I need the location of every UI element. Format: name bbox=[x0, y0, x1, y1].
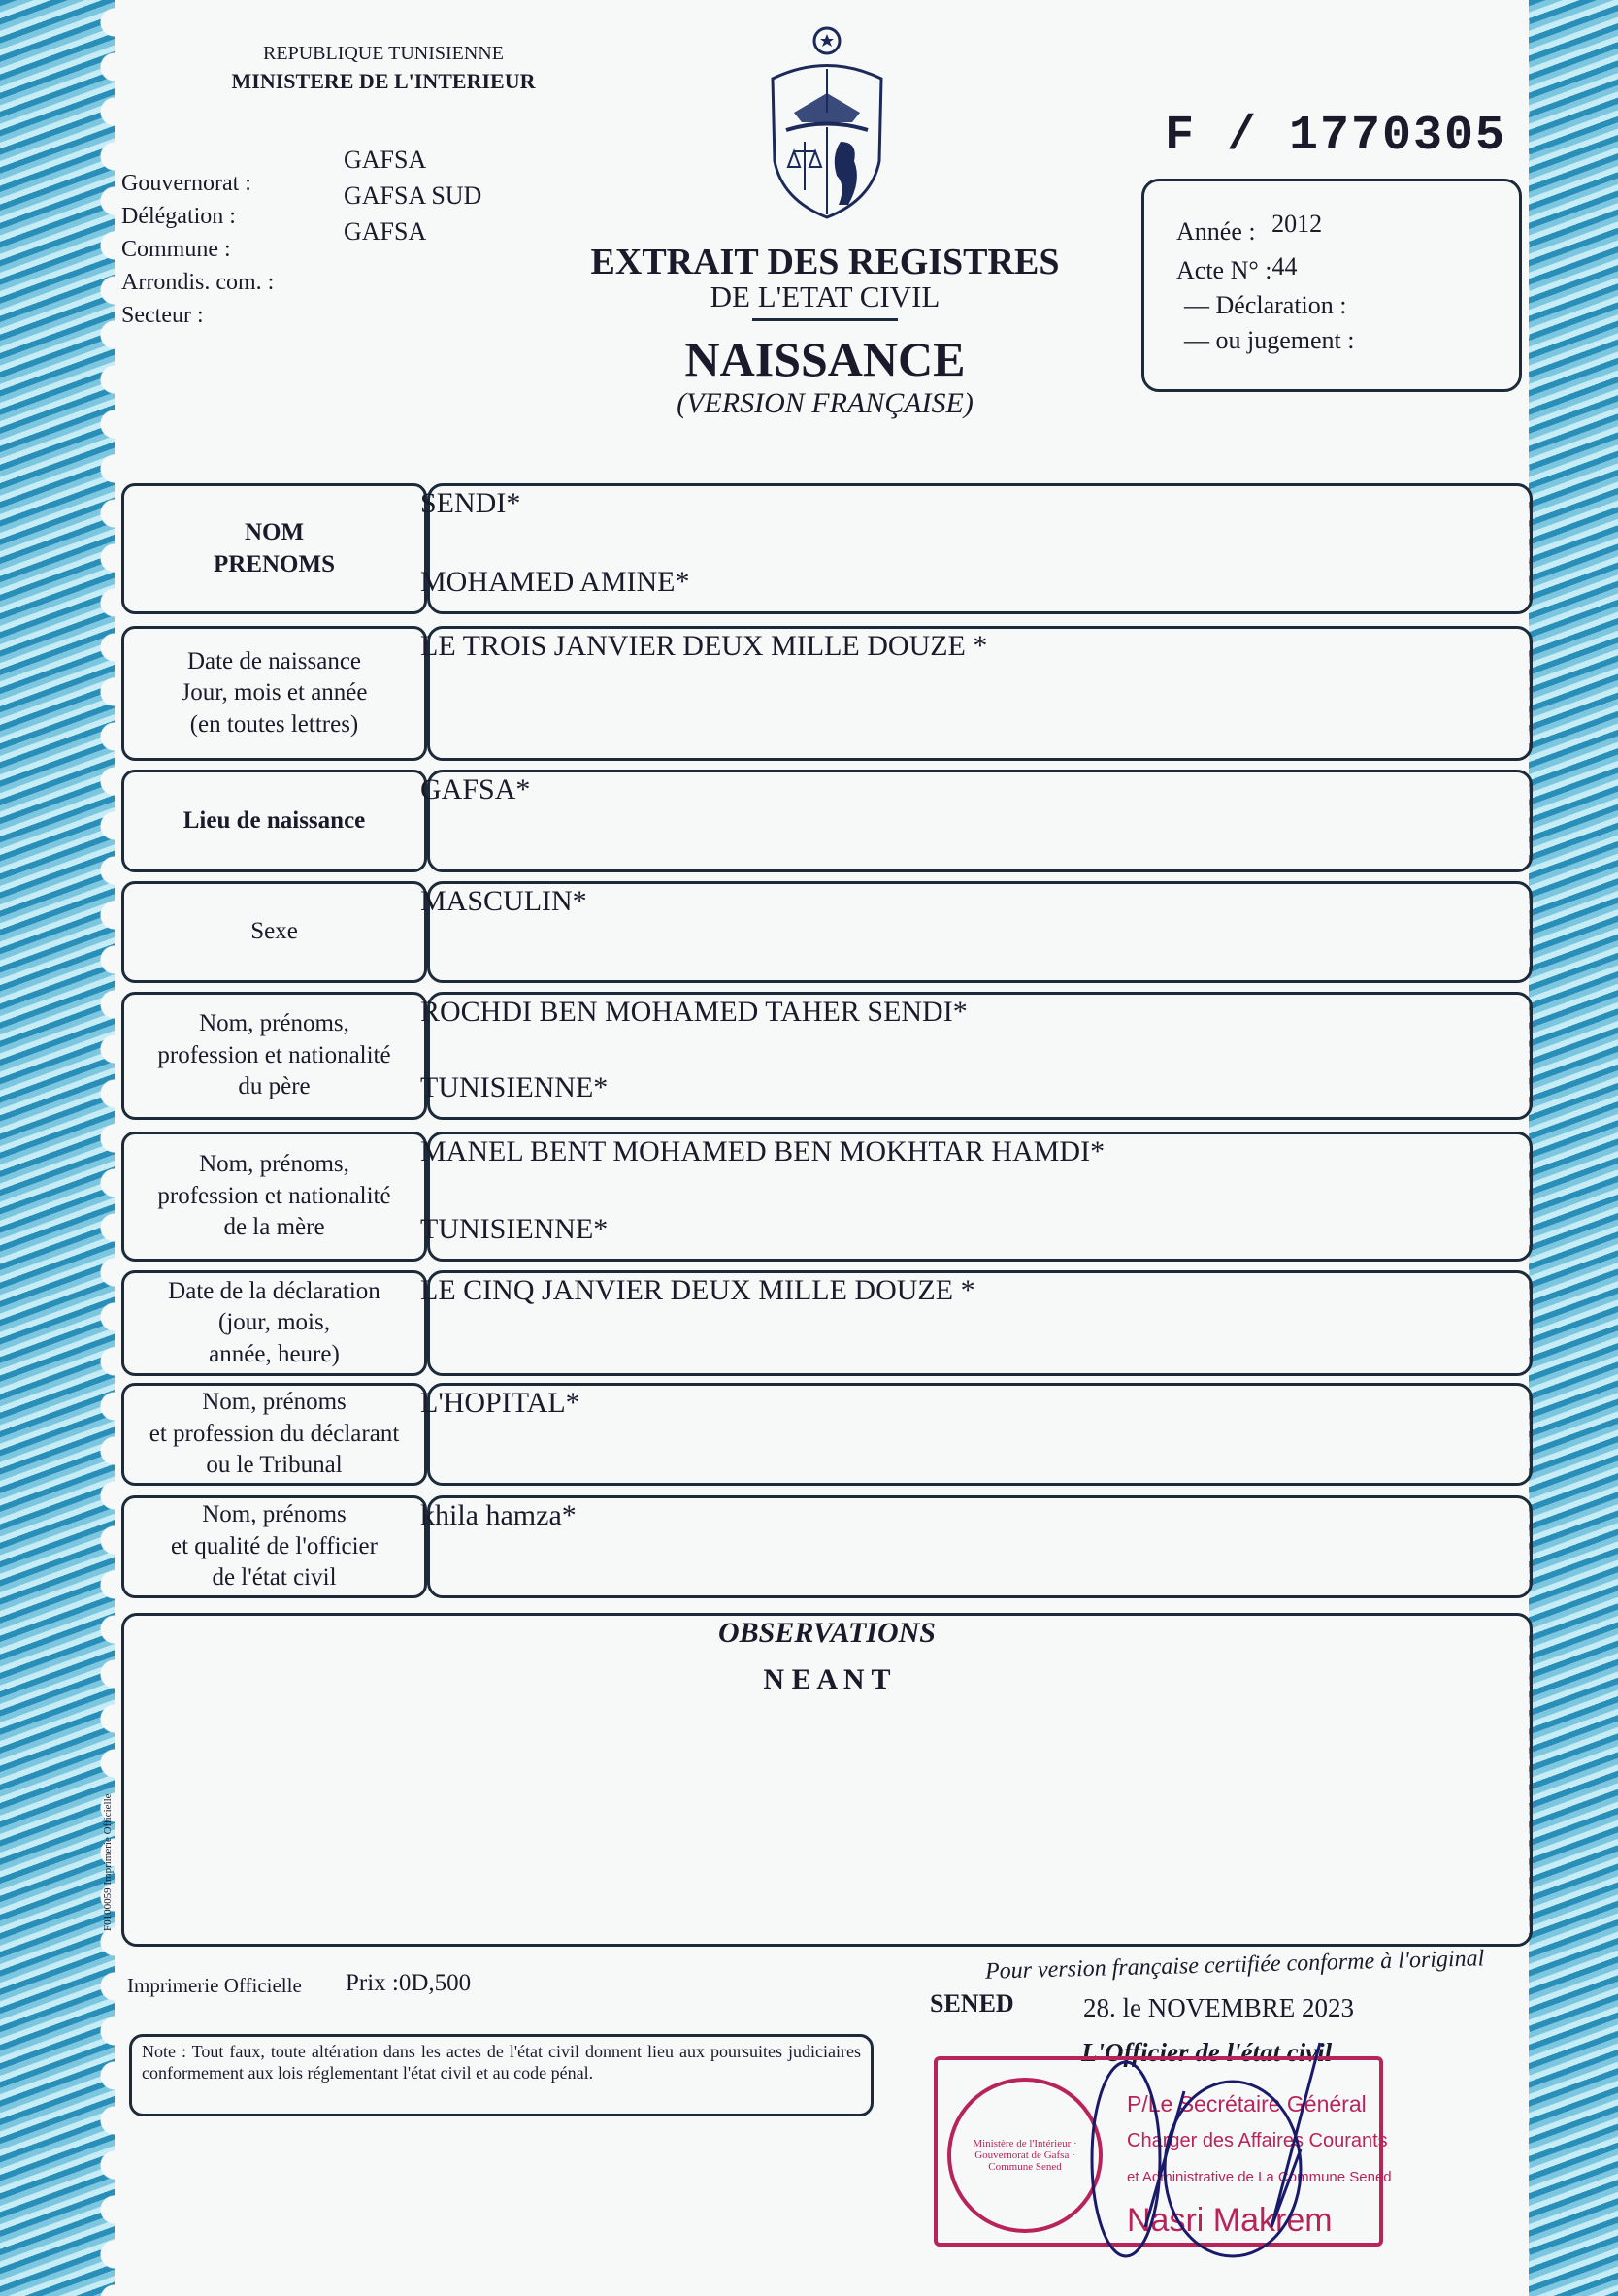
row-label-text: Nom, prénoms, profession et nationalité de la mère bbox=[157, 1151, 391, 1241]
observations-box bbox=[121, 1613, 1533, 1947]
record-row bbox=[121, 992, 1533, 1120]
stamp-ring-text: Ministère de l'Intérieur · Gouvernorat de Gafsa · Commune Sened bbox=[973, 2138, 1077, 2173]
record-row bbox=[121, 881, 1533, 983]
row-label bbox=[121, 626, 427, 761]
row-value: ROCHDI BEN MOHAMED TAHER SENDI* bbox=[420, 996, 968, 1028]
row-value: MOHAMED AMINE* bbox=[420, 566, 690, 598]
record-row bbox=[121, 1495, 1533, 1598]
row-value: MASCULIN* bbox=[420, 885, 587, 917]
value-delegation: GAFSA SUD bbox=[344, 181, 482, 210]
signature-icon bbox=[1077, 2033, 1407, 2266]
row-label bbox=[121, 1270, 427, 1376]
legal-note: Note : Tout faux, toute altération dans les actes de l'état civil donnent lieu aux poursuites judiciaires conformement aux lois réglementant l'état civil et au code pénal. bbox=[129, 2034, 874, 2116]
record-row bbox=[121, 626, 1533, 761]
observations-title: OBSERVATIONS bbox=[718, 1617, 936, 1649]
row-label-text: Date de naissance Jour, mois et année (en toutes lettres) bbox=[181, 647, 368, 738]
jugement-label: — ou jugement : bbox=[1184, 326, 1355, 354]
title-divider bbox=[752, 318, 898, 321]
header-authority bbox=[194, 43, 573, 94]
acte-label: Acte N° : bbox=[1176, 256, 1272, 284]
value-commune: GAFSA bbox=[344, 217, 427, 246]
row-value: MANEL BENT MOHAMED BEN MOKHTAR HAMDI* bbox=[420, 1135, 1106, 1167]
value-gouvernorat: GAFSA bbox=[344, 146, 427, 174]
row-value: TUNISIENNE* bbox=[420, 1071, 609, 1103]
row-label bbox=[121, 483, 427, 614]
place-label: SENED bbox=[930, 1989, 1014, 2017]
row-value: TUNISIENNE* bbox=[420, 1213, 609, 1245]
document-title bbox=[544, 241, 1106, 420]
republic-label: REPUBLIQUE TUNISIENNE bbox=[263, 43, 504, 64]
stamp-line: et Administrative de La Commune Sened bbox=[1127, 2169, 1392, 2185]
row-label bbox=[121, 881, 427, 983]
stamp-line: Charger des Affaires Courants bbox=[1127, 2130, 1388, 2151]
record-row bbox=[121, 770, 1533, 872]
right-decorative-border bbox=[1529, 0, 1618, 2296]
row-label bbox=[121, 1132, 427, 1262]
row-value-frame bbox=[427, 1495, 1533, 1598]
title-naissance: NAISSANCE bbox=[684, 332, 966, 386]
title-extrait: EXTRAIT DES REGISTRES bbox=[590, 242, 1060, 282]
record-row bbox=[121, 483, 1533, 614]
label-secteur: Secteur : bbox=[121, 303, 204, 328]
row-value-frame bbox=[427, 770, 1533, 872]
observations-value: N E A N T bbox=[763, 1663, 891, 1695]
annee-value: 2012 bbox=[1271, 210, 1323, 238]
row-value: LE CINQ JANVIER DEUX MILLE DOUZE * bbox=[420, 1274, 975, 1306]
row-label-text: Sexe bbox=[250, 918, 298, 945]
left-decorative-border bbox=[0, 0, 115, 2296]
stamp-line: Nasri Makrem bbox=[1127, 2202, 1333, 2239]
location-values bbox=[344, 142, 481, 249]
title-version: (VERSION FRANÇAISE) bbox=[677, 387, 974, 419]
row-value-frame bbox=[427, 1383, 1533, 1486]
stamp-line: P/Le Secrétaire Général bbox=[1127, 2091, 1367, 2116]
row-label bbox=[121, 1495, 427, 1598]
registry-box bbox=[1141, 179, 1522, 392]
issue-date: 28. le NOVEMBRE 2023 bbox=[1083, 1993, 1354, 2022]
row-label-text: NOM PRENOMS bbox=[214, 519, 335, 577]
row-value: khila hamza* bbox=[420, 1499, 577, 1531]
row-value: GAFSA* bbox=[420, 773, 531, 805]
label-commune: Commune : bbox=[121, 237, 231, 262]
price-label: Prix :0D,500 bbox=[346, 1970, 472, 1996]
row-value: L'HOPITAL* bbox=[420, 1387, 580, 1419]
label-delegation: Délégation : bbox=[121, 204, 236, 229]
side-print-code: F0100059 Imprimerie Officielle bbox=[102, 1793, 114, 1931]
certified-text: Pour version française certifiée conforme à l'original bbox=[984, 1946, 1485, 1984]
label-gouvernorat: Gouvernorat : bbox=[121, 171, 251, 196]
printer-label: Imprimerie Officielle bbox=[127, 1974, 302, 1997]
row-label-text: Nom, prénoms, profession et nationalité du père bbox=[157, 1010, 391, 1100]
row-label bbox=[121, 770, 427, 872]
location-labels bbox=[121, 167, 274, 332]
row-label bbox=[121, 992, 427, 1120]
record-row bbox=[121, 1132, 1533, 1262]
serial-number: F / 1770305 bbox=[1165, 109, 1507, 164]
annee-label: Année : bbox=[1176, 217, 1256, 246]
officer-title: L'Officier de l'état civil bbox=[1081, 2038, 1333, 2067]
label-arrondis: Arrondis. com. : bbox=[121, 270, 275, 295]
coat-of-arms-icon bbox=[765, 25, 889, 219]
ministry-label: MINISTERE DE L'INTERIEUR bbox=[231, 69, 536, 93]
declaration-label: — Déclaration : bbox=[1184, 291, 1347, 319]
row-label-text: Date de la déclaration (jour, mois, année, heure) bbox=[168, 1277, 380, 1367]
row-label-text: Nom, prénoms et profession du déclarant ou le Tribunal bbox=[149, 1389, 400, 1479]
row-label-text: Nom, prénoms et qualité de l'officier de l'état civil bbox=[171, 1501, 378, 1591]
record-row bbox=[121, 1383, 1533, 1486]
row-label bbox=[121, 1383, 427, 1486]
record-row bbox=[121, 1270, 1533, 1376]
acte-value: 44 bbox=[1271, 252, 1298, 280]
row-value: LE TROIS JANVIER DEUX MILLE DOUZE * bbox=[420, 630, 988, 662]
row-value: SENDI* bbox=[420, 487, 521, 519]
row-label-text: Lieu de naissance bbox=[182, 806, 366, 834]
title-etat-civil: DE L'ETAT CIVIL bbox=[710, 279, 941, 313]
row-value-frame bbox=[427, 881, 1533, 983]
